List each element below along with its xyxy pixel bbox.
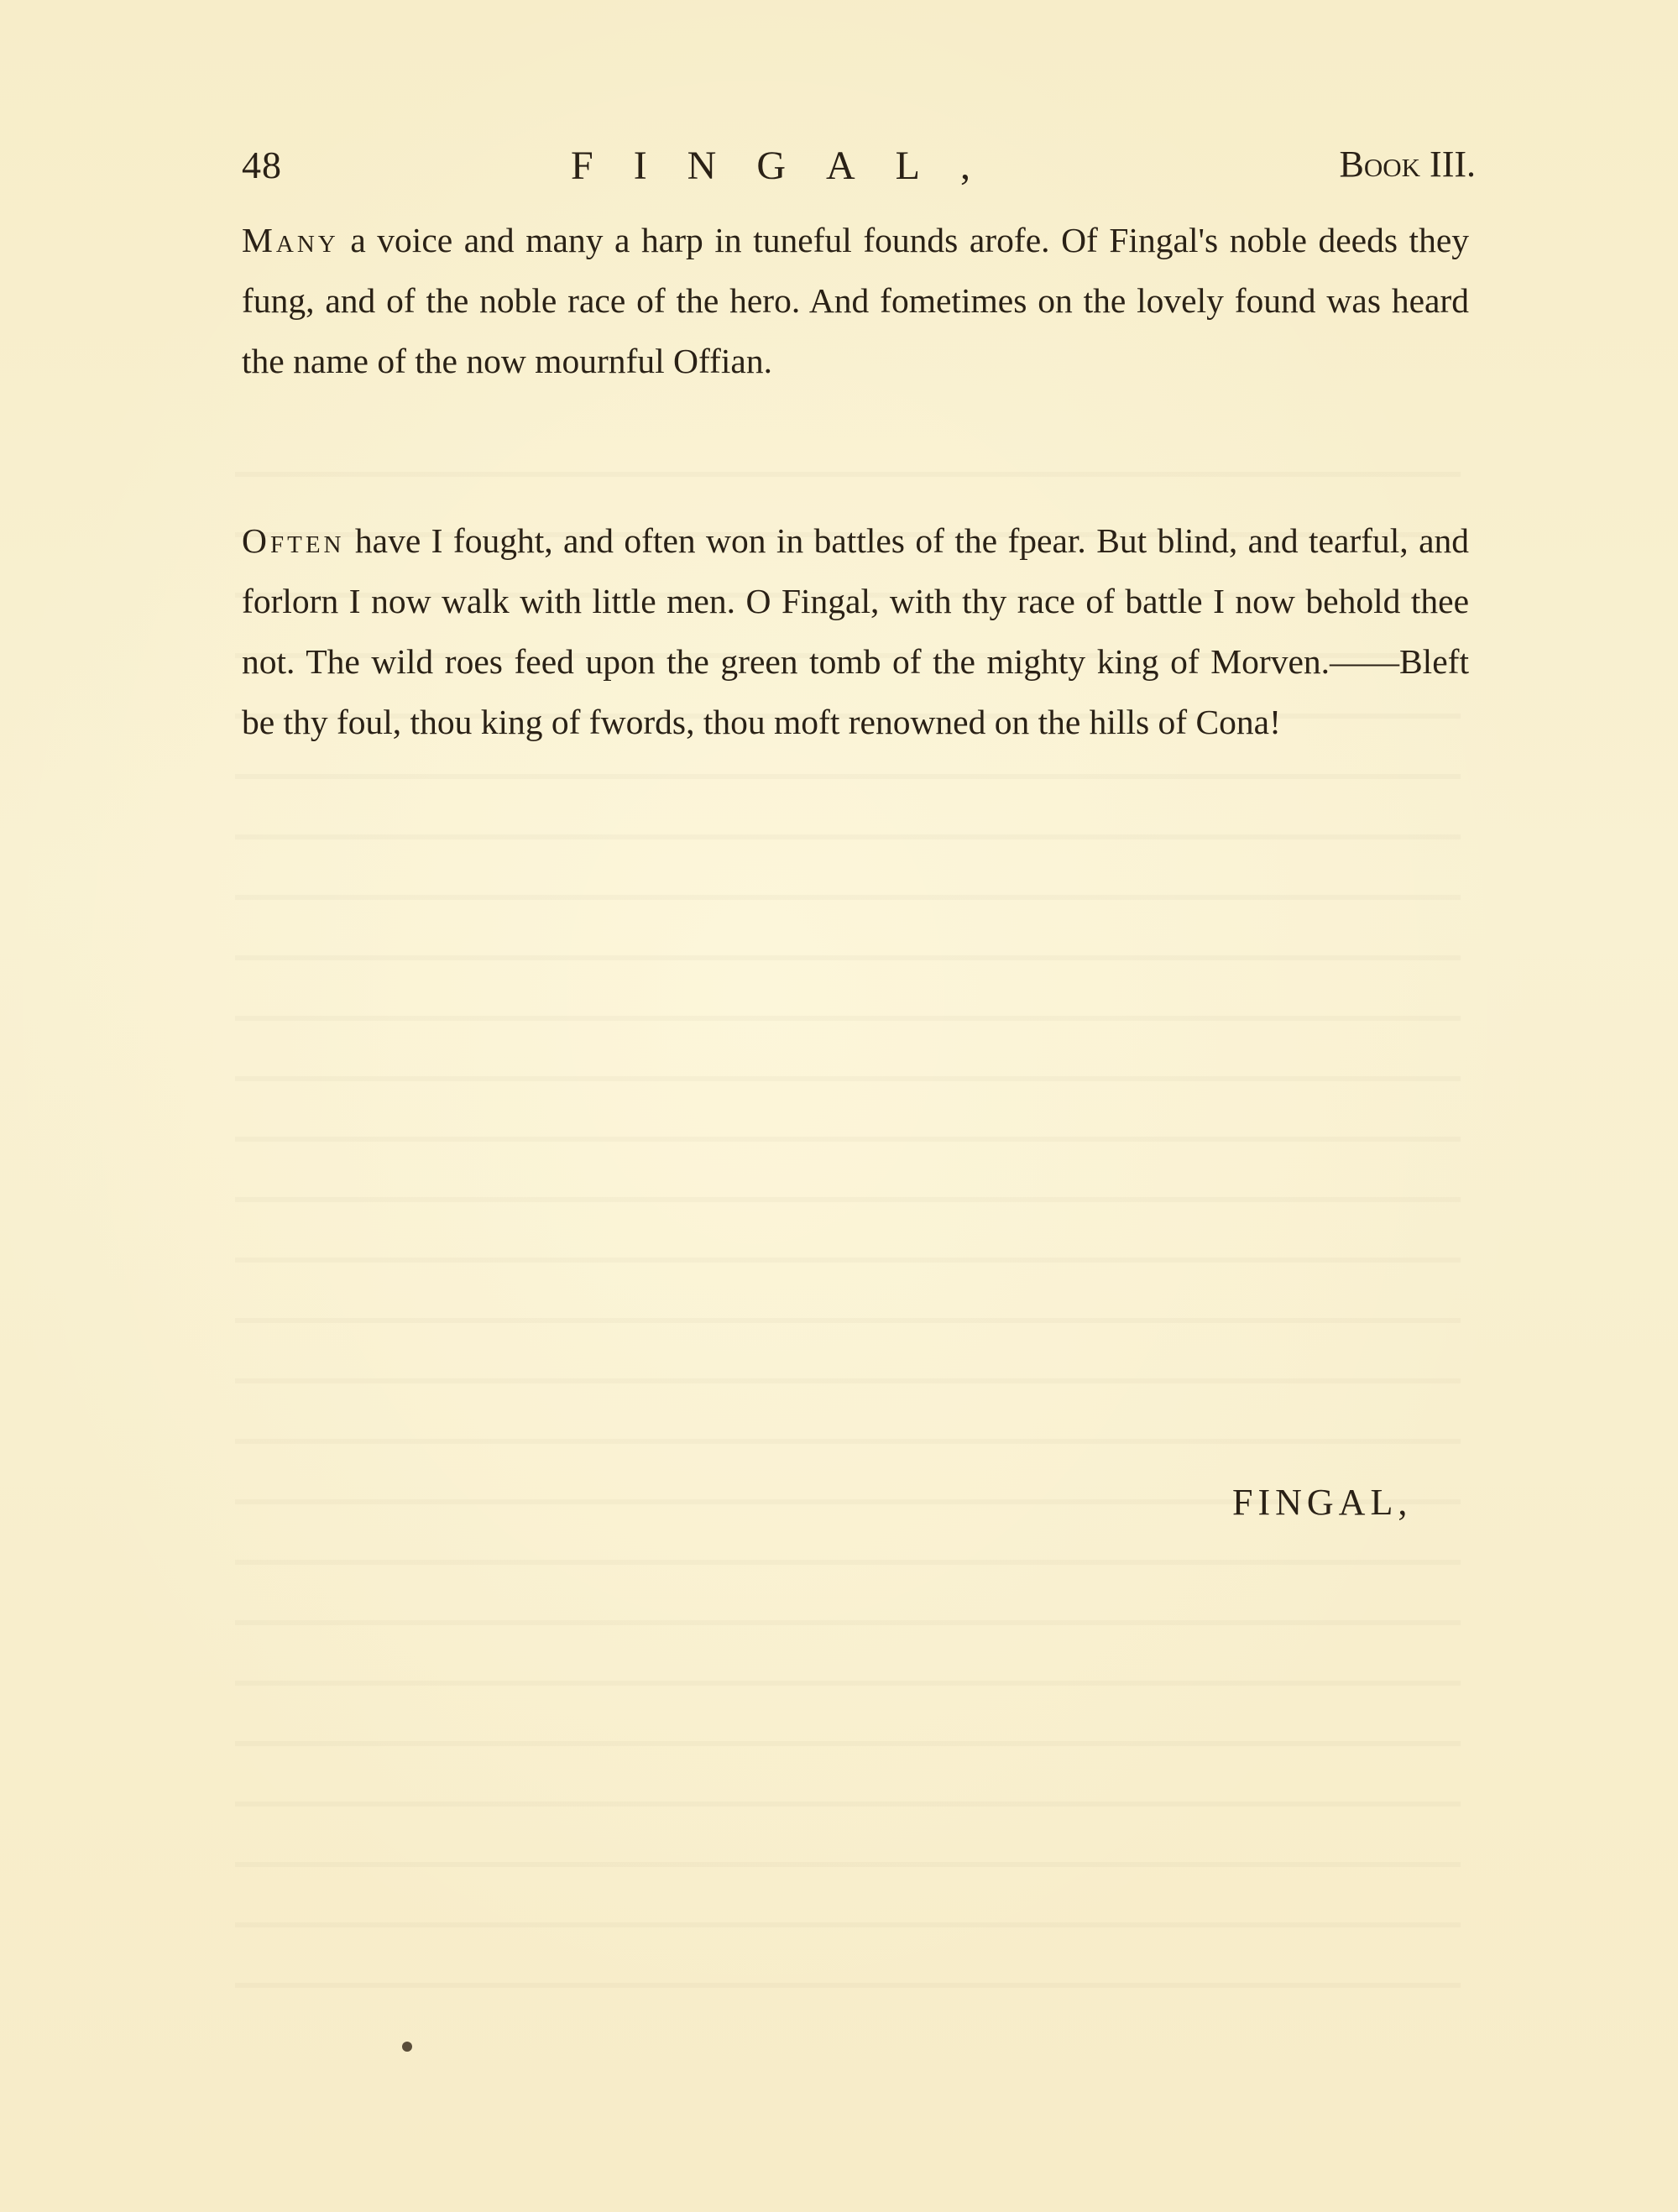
paragraph-lead: Often bbox=[242, 521, 345, 560]
book-indicator: Book III. bbox=[1339, 144, 1476, 185]
paragraph-lead: Many bbox=[242, 221, 339, 259]
running-header bbox=[242, 143, 1476, 193]
page-number: 48 bbox=[242, 144, 282, 186]
paragraph-2 bbox=[242, 510, 1469, 752]
paragraph-body: have I fought, and often won in battles of the fpear. But blind, and tearful, and forlorn I now walk with little men. O Fingal, with thy race of battle I now behold thee not. The wild roes feed upon the green tomb of the mighty king of Morven.——Bleft be thy foul, thou king of fwords, thou moft renowned on the hills of Cona! bbox=[242, 521, 1469, 741]
paragraph-body: a voice and many a harp in tuneful founds arofe. Of Fingal's noble deeds they fung, and of the noble race of the hero. And fometimes on the lovely found was heard the name of the now mournful Offian. bbox=[242, 221, 1469, 380]
running-title: FINGAL, bbox=[571, 144, 1011, 188]
paragraph-1 bbox=[242, 210, 1469, 391]
catchword: FINGAL, bbox=[1232, 1482, 1413, 1523]
ink-spot bbox=[402, 2042, 412, 2052]
